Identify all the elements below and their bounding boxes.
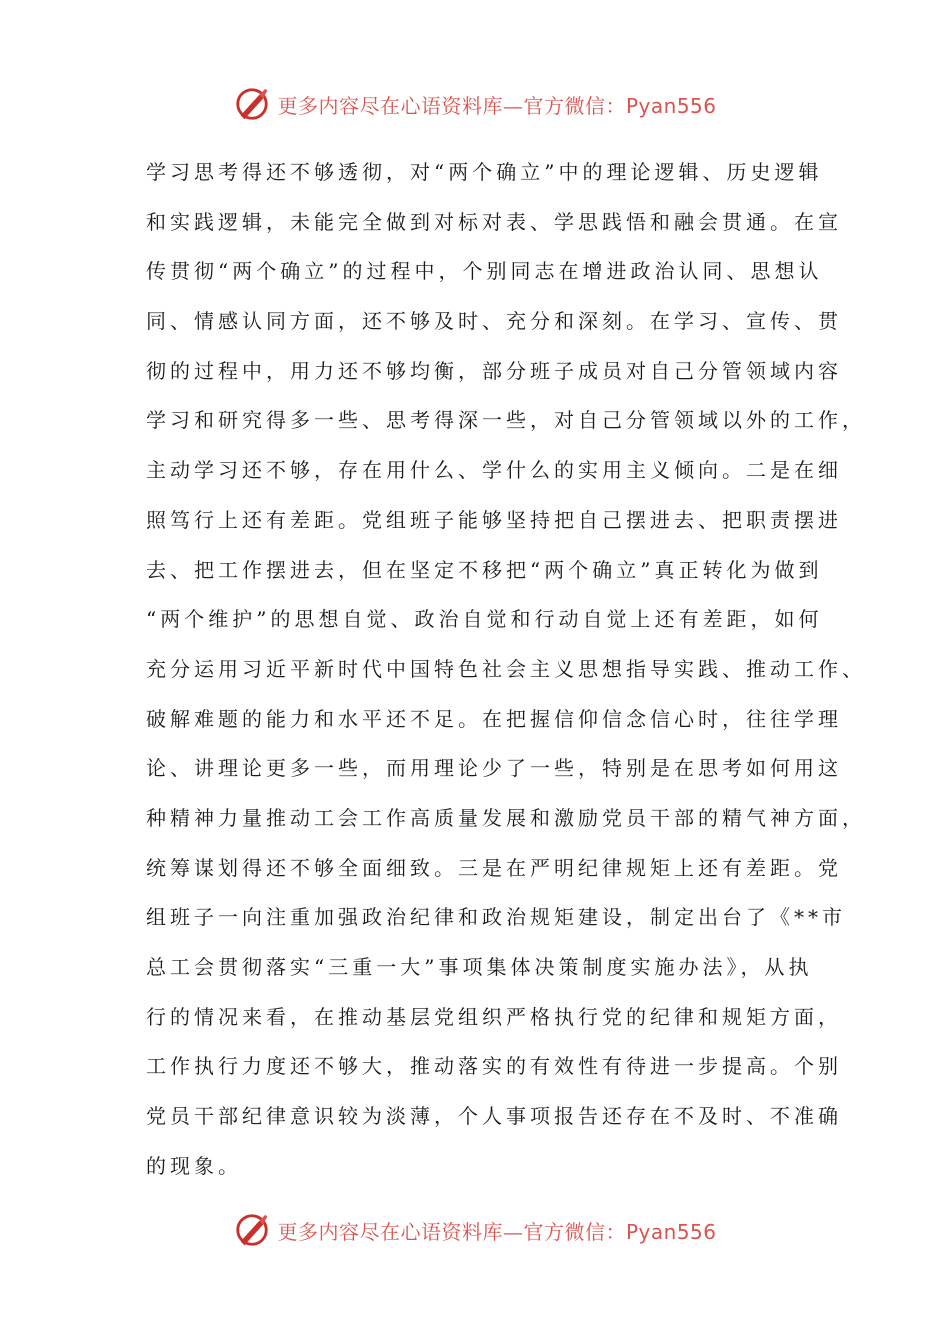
- text-line: 统筹谋划得还不够全面细致。三是在严明纪律规矩上还有差距。党: [146, 855, 842, 880]
- text-line: 照笃行上还有差距。党组班子能够坚持把自己摆进去、把职责摆进: [146, 507, 842, 532]
- text-line: 的现象。: [146, 1153, 242, 1178]
- text-line: 主动学习还不够，存在用什么、学什么的实用主义倾向。二是在细: [146, 458, 842, 483]
- text-line: 传贯彻“两个确立”的过程中，个别同志在增进政治认同、思想认: [146, 259, 823, 284]
- text-line: 彻的过程中，用力还不够均衡，部分班子成员对自己分管领域内容: [146, 358, 842, 383]
- text-line: 去、把工作摆进去，但在坚定不移把“两个确立”真正转化为做到: [146, 557, 823, 582]
- pen-logo-icon: [233, 1211, 271, 1249]
- text-line: 同、情感认同方面，还不够及时、充分和深刻。在学习、宣传、贯: [146, 309, 842, 334]
- text-line: 组班子一向注重加强政治纪律和政治规矩建设，制定出台了《**市: [146, 905, 846, 930]
- pen-logo-icon: [233, 85, 271, 123]
- banner-text: 更多内容尽在心语资料库—官方微信：Pyan556: [277, 93, 717, 118]
- footer-banner: [0, 1208, 950, 1252]
- wechat-id: Pyan556: [625, 1219, 717, 1244]
- text-line: 破解难题的能力和水平还不足。在把握信仰信念信心时，往往学理: [146, 706, 842, 731]
- text-line: 工作执行力度还不够大，推动落实的有效性有待进一步提高。个别: [146, 1054, 842, 1079]
- text-line: 种精神力量推动工会工作高质量发展和激励党员干部的精气神方面，: [146, 805, 866, 830]
- text-line: 党员干部纪律意识较为淡薄，个人事项报告还存在不及时、不准确: [146, 1104, 842, 1129]
- text-line: 充分运用习近平新时代中国特色社会主义思想指导实践、推动工作、: [146, 656, 866, 681]
- header-banner: [0, 82, 950, 126]
- banner-text: 更多内容尽在心语资料库—官方微信：Pyan556: [277, 1219, 717, 1244]
- text-line: 和实践逻辑，未能完全做到对标对表、学思践悟和融会贯通。在宣: [146, 209, 842, 234]
- text-line: “两个维护”的思想自觉、政治自觉和行动自觉上还有差距，如何: [146, 607, 823, 632]
- text-line: 论、讲理论更多一些，而用理论少了一些，特别是在思考如何用这: [146, 756, 842, 781]
- wechat-id: Pyan556: [625, 93, 717, 118]
- text-line: 总工会贯彻落实“三重一大”事项集体决策制度实施办法》，从执: [146, 955, 813, 979]
- text-line: 学习和研究得多一些、思考得深一些，对自己分管领域以外的工作，: [146, 408, 866, 433]
- document-body: [146, 148, 866, 1191]
- text-line: 学习思考得还不够透彻，对“两个确立”中的理论逻辑、历史逻辑: [146, 160, 823, 184]
- text-line: 行的情况来看，在推动基层党组织严格执行党的纪律和规矩方面，: [146, 1004, 842, 1029]
